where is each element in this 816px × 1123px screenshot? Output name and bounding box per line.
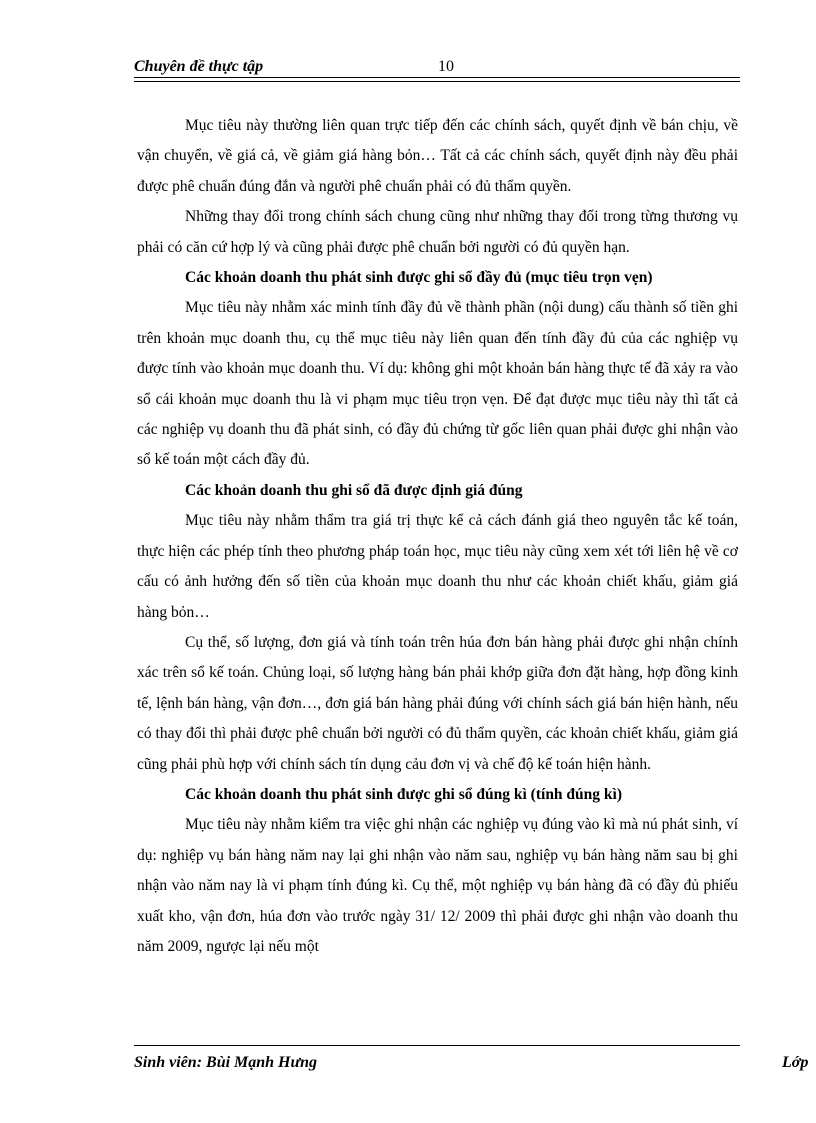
paragraph: Mục tiêu này nhằm xác minh tính đầy đủ về thành phần (nội dung) cấu thành số tiền ghi trên khoản mục doanh thu, cụ thể mục tiêu này liên quan đến tính đầy đủ của các nghiệp vụ được tính vào khoản mục doanh thu. Ví dụ: không ghi một khoản bán hàng thực tế đã xảy ra vào sổ cái khoản mục doanh thu là vi phạm mục tiêu trọn vẹn. Để đạt được mục tiêu này thì tất cả các nghiệp vụ doanh thu đã phát sinh, có đầy đủ chứng từ gốc liên quan phải được ghi nhận vào sổ kế toán một cách đầy đủ. — [137, 299, 738, 469]
section-heading: Các khoản doanh thu phát sinh được ghi sổ đầy đủ (mục tiêu trọn vẹn) — [185, 269, 653, 287]
paragraph: Những thay đổi trong chính sách chung cũng như những thay đổi trong từng thương vụ phải có căn cứ hợp lý và cũng phải được phê chuẩn bởi người có đủ quyền hạn. — [137, 208, 738, 256]
footer-class-label: Lớp — [782, 1054, 809, 1071]
section-heading: Các khoản doanh thu phát sinh được ghi sổ đúng kì (tính đúng kì) — [185, 785, 623, 803]
header-rule — [134, 77, 740, 78]
section-heading: Các khoản doanh thu ghi sổ đã được định giá đúng — [185, 481, 523, 499]
footer-student-name: Sinh viên: Bùi Mạnh Hưng — [134, 1054, 317, 1071]
body-text — [137, 111, 738, 962]
paragraph: Cụ thể, số lượng, đơn giá và tính toán trên húa đơn bán hàng phải được ghi nhận chính xác trên sổ kế toán. Chủng loại, số lượng hàng bán phải khớp giữa đơn đặt hàng, hợp đồng kinh tế, lệnh bán hàng, vận đơn…, đơn giá bán hàng phải đúng với chính sách giá bán hiện hành, nếu có thay đổi thì phải được phê chuẩn bởi người có đủ thẩm quyền, các khoản chiết khấu, giảm giá cũng phải phù hợp với chính sách tín dụng cảu đơn vị và chế độ kế toán hiện hành. — [137, 633, 738, 773]
header-rule-thin — [134, 81, 740, 82]
paragraph: Mục tiêu này thường liên quan trực tiếp đến các chính sách, quyết định về bán chịu, về vận chuyển, về giá cả, về giảm giá hàng bỏn… Tất cả các chính sách, quyết định này đều phải được phê chuẩn đúng đắn và người phê chuẩn phải có đủ thẩm quyền. — [137, 117, 738, 195]
page-header — [134, 56, 740, 78]
paragraph: Mục tiêu này nhằm thẩm tra giá trị thực kể cả cách đánh giá theo nguyên tắc kế toán, thực hiện các phép tính theo phương pháp toán học, mục tiêu này cũng xem xét tới liên hệ về cơ cấu có ảnh hưởng đến số tiền của khoản mục doanh thu như các khoản chiết khấu, giảm giá hàng bỏn… — [137, 512, 738, 621]
document-title: Chuyên đề thực tập — [134, 58, 264, 75]
page-number: 10 — [438, 58, 454, 75]
footer-rule — [134, 1045, 740, 1046]
paragraph: Mục tiêu này nhằm kiểm tra việc ghi nhận các nghiệp vụ đúng vào kì mà nú phát sinh, ví dụ: nghiệp vụ bán hàng năm nay lại ghi nhận vào năm sau, nghiệp vụ bán hàng năm sau bị ghi nhận vào năm nay là vi phạm tính đúng kì. Cụ thể, một nghiệp vụ bán hàng đã có đầy đủ phiếu xuất kho, vận đơn, húa đơn vào trước ngày 31/ 12/ 2009 thì phải được ghi nhận vào doanh thu năm 2009, ngược lại nếu một — [137, 816, 738, 955]
